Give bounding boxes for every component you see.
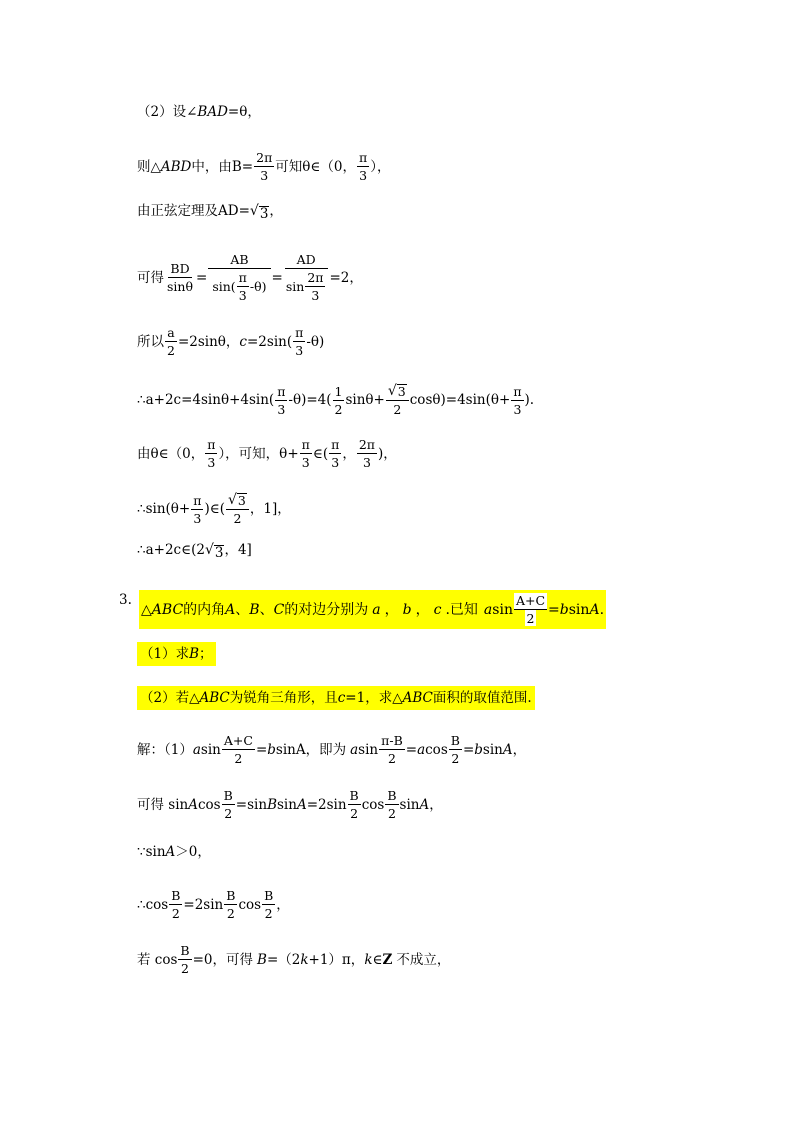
fraction: √ 3 2 <box>386 383 409 417</box>
fraction: $\frac{B}{2}$ <box>171 888 181 921</box>
fraction: $\frac{B}{2}$ <box>387 788 397 821</box>
fraction: $\frac{\pi}{3}$ <box>295 325 304 358</box>
sqrt: √ 3 <box>204 542 224 561</box>
sqrt: √ 3 <box>249 203 269 222</box>
fraction: $\frac{a}{2}$ <box>167 325 175 358</box>
sin-range-line: ∴sin(θ+ $\frac{\pi}{3}$ )∈( √ 3 2 ，1]， <box>137 492 291 526</box>
fraction: $\frac{2\pi}{3}$ <box>358 437 376 470</box>
step-2-intro: （2）设∠ BAD =θ， <box>137 104 261 120</box>
fraction: $\frac{B}{2}$ <box>180 943 190 976</box>
fraction: $\frac{B}{2}$ <box>264 888 274 921</box>
fraction: $\frac{2\pi}{3}$ <box>256 150 273 183</box>
fraction: $\frac{B}{2}$ <box>223 788 233 821</box>
sqrt: √ 3 <box>228 492 246 508</box>
solution-line-3: ∵sin A ＞0， <box>137 844 211 860</box>
fraction: $\frac{\pi}{3}$ <box>301 437 310 470</box>
fraction: $\frac{B}{2}$ <box>349 788 359 821</box>
ratio-line: 可得 $\frac{BD}{\sin\theta}$ = AB sin( $\frac{\pi}{3}$ -θ) = AD sin $\frac{2\pi}{3}$ =2， <box>137 252 363 303</box>
fraction: $\frac{2\pi}{3}$ <box>307 270 324 303</box>
sqrt: √ 3 <box>387 383 406 399</box>
question-number: 3. <box>119 592 132 608</box>
fraction: √ 3 2 <box>226 492 249 526</box>
question-3-part-1: （1）求B； <box>137 642 216 666</box>
fraction: $\frac{A+C}{2}$ <box>223 733 253 766</box>
fraction: $\frac{A+C}{2}$ <box>515 593 546 626</box>
fraction: $\frac{\pi}{3}$ <box>359 150 368 183</box>
fraction: $\frac{\pi}{3}$ <box>331 437 340 470</box>
fraction: AB sin( $\frac{\pi}{3}$ -θ) <box>208 252 270 303</box>
fraction: $\frac{BD}{\sin\theta}$ <box>167 261 193 294</box>
fraction: $\frac{1}{2}$ <box>334 383 343 417</box>
fraction: $\frac{\pi}{3}$ <box>207 437 216 470</box>
solution-line-4: ∴cos $\frac{B}{2}$ =2sin $\frac{B}{2}$ cos $\frac{B}{2}$ ， <box>137 888 290 921</box>
solution-line-2: 可得 sin A cos $\frac{B}{2}$ =sin B sin A =2sin $\frac{B}{2}$ cos $\frac{B}{2}$ sin A ， <box>137 788 443 821</box>
range-line: 由θ∈（0， $\frac{\pi}{3}$ ），可知，θ+ $\frac{\pi}{3}$ ∈( $\frac{\pi}{3}$ ， $\frac{2\pi}{3}$ )， <box>137 437 397 470</box>
fraction: $\frac{\pi}{3}$ <box>277 383 286 417</box>
so-line: 所以 $\frac{a}{2}$ =2sinθ， c =2sin( $\frac{\pi}{3}$ -θ) <box>137 325 325 358</box>
fraction: $\frac{B}{2}$ <box>450 733 460 766</box>
solution-line-5: 若 cos $\frac{B}{2}$ =0，可得 B =（2 k +1）π， k ∈ Z 不成立， <box>137 943 451 976</box>
result-line: ∴a+2c∈(2 √ 3 ，4] <box>137 542 252 561</box>
solution-line-1: 解：（1） a sin $\frac{A+C}{2}$ = b sinA，即为 a sin $\frac{\pi-B}{2}$ = a cos $\frac{B}{2}$ = b sin A ， <box>137 733 527 766</box>
question-3-part-2: （2）若△ABC为锐角三角形，且c=1，求△ABC面积的取值范围. <box>137 686 535 710</box>
fraction: $\frac{\pi}{3}$ <box>193 492 202 526</box>
fraction: $\frac{\pi}{3}$ <box>238 270 247 303</box>
sum-line: ∴a+2c=4sinθ+4sin( $\frac{\pi}{3}$ -θ)=4( $\frac{1}{2}$ sinθ+ √ 3 2 cosθ)=4sin(θ+ $\frac{\pi}{3}$ ). <box>137 383 535 417</box>
fraction: $\frac{B}{2}$ <box>226 888 236 921</box>
fraction: AD sin $\frac{2\pi}{3}$ <box>284 252 329 303</box>
question-3: △ ABC 的内角 A 、 B 、 C 的对边分别为 a ， b ， c .已知 a sin $\frac{A+C}{2}$ = b sin A . <box>139 590 606 629</box>
sine-rule-line: 由正弦定理及AD= √ 3 ， <box>137 203 283 222</box>
triangle-abd-line: 则△ ABD 中，由B= $\frac{2\pi}{3}$ 可知θ∈（0， $\frac{\pi}{3}$ ）， <box>137 150 391 183</box>
fraction: $\frac{\pi-B}{2}$ <box>381 733 403 766</box>
fraction: $\frac{\pi}{3}$ <box>513 383 522 417</box>
